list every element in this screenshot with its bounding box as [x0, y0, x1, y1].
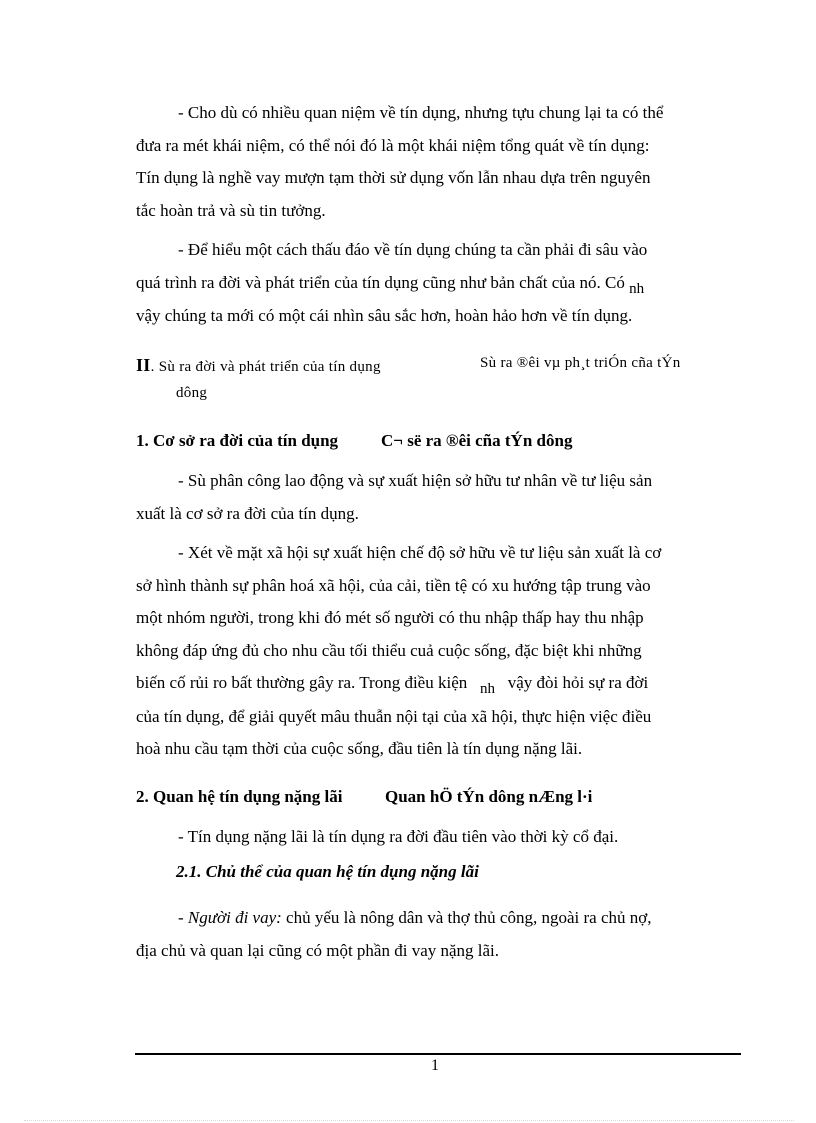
paragraph-1 — [136, 97, 740, 227]
para4-line: vậy đòi hỏi sự ra đời — [507, 673, 649, 692]
section-cont-text: dông — [176, 385, 208, 401]
section-heading-continuation — [176, 385, 207, 402]
para4-line: hoà nhu cầu tạm thời của cuộc sống, đầu tiên là tín dụng nặng lãi. — [136, 739, 583, 758]
para6-line: chủ yếu là nông dân và thợ thủ công, ngoài ra chủ nợ, — [286, 908, 652, 927]
para1-line: - Cho dù có nhiều quan niệm về tín dụng, nhưng tựu chung lại ta có thể — [178, 103, 664, 122]
para3-line: xuất là cơ sở ra đời của tín dụng. — [136, 503, 359, 523]
page-bottom-dotted-border — [24, 1120, 794, 1121]
para1-line: đưa ra mét khái niệm, có thể nói đó là một khái niệm tổng quát về tín dụng: — [136, 135, 650, 155]
paragraph-2 — [136, 234, 740, 333]
section-heading-ii — [136, 355, 381, 376]
heading-2-garbled — [385, 787, 592, 807]
heading-1-garbled — [381, 431, 572, 451]
para4-line: biến cố rủi ro bất thường gây ra. Trong điều kiện — [136, 673, 468, 692]
para2-line: - Để hiểu một cách thấu đáo về tín dụng chúng ta cần phải đi sâu vào — [178, 240, 648, 259]
paragraph-3 — [136, 465, 740, 530]
para1-line: tắc hoàn trả và sù tin tưởng. — [136, 200, 326, 220]
para4-line: sở hình thành sự phân hoá xã hội, của cải, tiền tệ có xu hướng tập trung vào — [136, 575, 651, 595]
term-label: - Người đi vay: — [178, 908, 282, 927]
heading-2-1 — [176, 862, 479, 882]
section-garbled-text: Sù ra ®êi vµ ph¸t triÓn cña tÝn — [480, 355, 681, 371]
heading-1 — [136, 431, 338, 451]
heading-2-1-text: 2.1. Chủ thể của quan hệ tín dụng nặng lãi — [176, 862, 479, 881]
section-heading-garbled — [480, 355, 681, 372]
heading-2-text: 2. Quan hệ tín dụng nặng lãi — [136, 787, 343, 806]
section-numeral: II — [136, 355, 151, 375]
para4-line: - Xét về mặt xã hội sự xuất hiện chế độ sở hữu về tư liệu sản xuất là cơ — [178, 543, 662, 562]
para4-line: không đáp ứng đủ cho nhu cầu tối thiểu cuả cuộc sống, đặc biệt khi những — [136, 640, 642, 660]
heading-2-garbled-text: Quan hÖ tÝn dông nÆng l·i — [385, 787, 593, 806]
paragraph-6 — [136, 902, 740, 967]
para2-line: quá trình ra đời và phát triển của tín dụng cũng như bản chất của nó. Có — [136, 272, 625, 292]
footer-rule — [135, 1053, 741, 1055]
para5-line: - Tín dụng nặng lãi là tín dụng ra đời đầu tiên vào thời kỳ cổ đại. — [178, 827, 619, 846]
heading-1-text: 1. Cơ sở ra đời của tín dụng — [136, 431, 339, 450]
heading-2 — [136, 787, 342, 807]
para6-line: địa chủ và quan lại cũng có một phần đi vay nặng lãi. — [136, 940, 500, 960]
paragraph-4 — [136, 537, 740, 766]
heading-1-garbled-text: C¬ së ra ®êi cña tÝn dông — [381, 431, 573, 450]
para4-line: một nhóm người, trong khi đó mét số người có thu nhập thấp hay thu nhập — [136, 608, 644, 627]
para3-line: - Sù phân công lao động và sự xuất hiện sở hữu tư nhân về tư liệu sản — [178, 471, 653, 490]
section-title: . Sù ra đời và phát triển của tín dụng — [150, 359, 381, 375]
page-number: 1 — [431, 1057, 439, 1074]
para2-line: vậy chúng ta mới có một cái nhìn sâu sắc hơn, hoàn hảo hơn về tín dụng. — [136, 306, 633, 325]
para4-line-nh: nh — [479, 681, 495, 697]
para4-line: của tín dụng, để giải quyết mâu thuẫn nội tại của xã hội, thực hiện việc điều — [136, 706, 652, 726]
paragraph-5 — [136, 821, 740, 854]
para2-line-tail: nh — [629, 280, 645, 297]
para1-line: Tín dụng là nghề vay mượn tạm thời sử dụng vốn lẫn nhau dựa trên nguyên — [136, 168, 651, 187]
